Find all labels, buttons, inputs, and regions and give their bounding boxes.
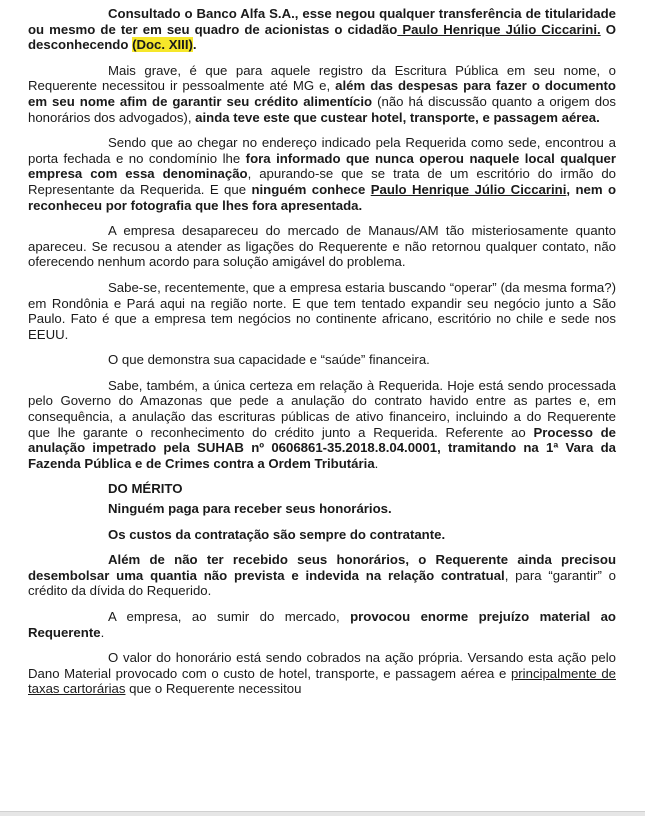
paragraph-desembolso [28,552,616,599]
section-title: DO MÉRITO [108,481,183,497]
emphasis-text: Processo de anulação impetrado pela SUHAB nº 0606861-35.2018.8.04.0001, tramitando na 1ª Vara da Fazenda Pública e de Crimes contra a Ordem Tributária [28,424,616,471]
emphasis-text: ninguém conhece [251,181,371,197]
paragraph-valor-honorario [28,650,616,697]
emphasis-text: provocou enorme prejuízo material ao Requerente [28,609,616,640]
document-page [28,6,616,707]
subheading-custos: Os custos da contratação são sempre do contratante. [108,526,446,542]
paragraph-text: Consultado o Banco Alfa S.A., esse negou qualquer transferência de titularidade ou mesmo de ter em seu quadro de acionistas o cidadão [28,6,616,37]
emphasis-text: ainda teve este que custear hotel, transporte, e passagem aérea. [195,109,600,125]
paragraph-text: . [374,455,379,471]
viewer-bottom-edge [0,811,645,816]
paragraph-prejuizo [28,609,616,640]
doc-reference-highlight: (Doc. XIII) [132,37,193,53]
paragraph-text: (não há discussão quanto a origem dos honorários dos advogados), [28,93,616,125]
paragraph-text: . [100,624,105,640]
paragraph-sede [28,135,616,213]
paragraph-text: que o Requerente necessitou [125,681,302,697]
paragraph-processo [28,378,616,472]
emphasis-text: Além de não ter recebido seus honorários, o Requerente ainda precisou desembolsar uma quantia não prevista e indevida na relação contratual [28,552,616,583]
paragraph-text: , apurando-se que se trata de um escritório do irmão do Representante da Requerida. E que [28,166,616,197]
paragraph-text: O valor do honorário está sendo cobrados na ação própria. Versando esta ação pelo Dano Material provocado com o custo de hotel, transporte, e passagem aérea e [28,650,616,681]
underlined-text: principalmente de taxas cartorárias [28,665,616,697]
paragraph-text: A empresa, ao sumir do mercado, [108,609,351,624]
paragraph-banco-alfa [28,6,616,53]
emphasis-text: , nem o reconheceu por fotografia que lhes fora apresentada. [28,181,617,213]
paragraph-desapareceu: A empresa desapareceu do mercado de Manaus/AM tão misteriosamente quanto apareceu. Se recusou a atender as ligações do Requerente e não retornou qualquer contato, não oferecendo nenhum acordo para solução amigável do problema. [28,223,616,270]
paragraph-rondonia: Sabe-se, recentemente, que a empresa estaria buscando “operar” (da mesma forma?) em Rondônia e Pará aqui na região norte. E que tem tentado expandir seu negócio junto a São Paulo. Fato é que a empresa tem negócios no continente africano, escritório no chile e sede nos EEUU. [28,279,616,342]
paragraph-text: O desconhecendo [28,21,616,53]
paragraph-escritura [28,63,616,125]
paragraph-text: . [192,37,197,53]
paragraph-text: , para “garantir” o crédito da dívida do Requerido. [28,567,616,599]
subheading-honorarios: Ninguém paga para receber seus honorários. [108,501,392,517]
emphasis-text: fora informado que nunca operou naquele local qualquer empresa com essa denominação [28,150,616,182]
person-name: Paulo Henrique Júlio Ciccarini [370,181,567,197]
paragraph-text: Sabe, também, a única certeza em relação à Requerida. Hoje está sendo processada pelo Governo do Amazonas que pede a anulação do contrato havido entre as partes e, em consequência, a anulação das escrituras públicas de ativo financeiro, incluindo a do Requerente que lhe garante o reconhecimento do crédito junto a Requerida. Referente ao [28,377,616,440]
person-name: Paulo Henrique Júlio Ciccarini. [397,21,601,37]
paragraph-text: Mais grave, é que para aquele registro da Escritura Pública em seu nome, o Requerente necessitou ir pessoalmente até MG e, [28,62,616,94]
paragraph-text: Sendo que ao chegar no endereço indicado pela Requerida como sede, encontrou a porta fechada e no condomínio lhe [28,135,616,166]
emphasis-text: além das despesas para fazer o documento em seu nome afim de garantir seu crédito alimentício [28,78,616,109]
paragraph-capacidade: O que demonstra sua capacidade e “saúde” financeira. [108,352,430,368]
